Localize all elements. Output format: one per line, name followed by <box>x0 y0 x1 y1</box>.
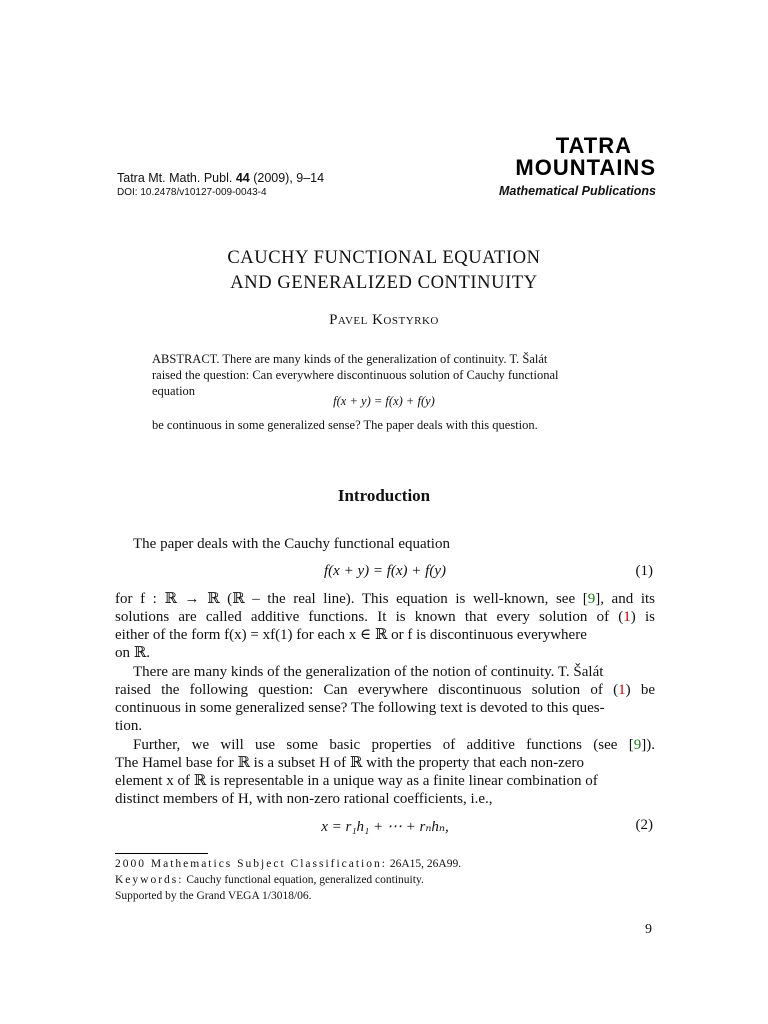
journal-citation <box>117 170 324 187</box>
logo-line-mountains: MOUNTAINS <box>515 155 656 180</box>
author-name: Pavel Kostyrko <box>329 312 439 328</box>
journal-year-pages: (2009), 9–14 <box>253 171 325 185</box>
footnote-rule <box>115 853 208 854</box>
body-line: The paper deals with the Cauchy functional equation <box>133 536 450 552</box>
body-text: Further, we will use some basic properties of additive functions (see [ <box>133 737 634 753</box>
body-text: ], and its <box>595 591 655 607</box>
body-text: ) is <box>630 609 656 625</box>
footnote-value: Cauchy functional equation, generalized continuity. <box>183 874 424 886</box>
paper-title-line1: CAUCHY FUNCTIONAL EQUATION <box>227 248 541 268</box>
page-number: 9 <box>645 922 652 937</box>
body-line <box>115 608 655 626</box>
body-line: distinct members of H, with non-zero rational coefficients, i.e., <box>115 791 493 807</box>
equation-ref-link[interactable]: 1 <box>623 609 631 625</box>
logo-subtitle: Mathematical Publications <box>499 184 656 198</box>
doi-link[interactable]: DOI: 10.2478/v10127-009-0043-4 <box>117 187 267 198</box>
body-line <box>115 590 655 608</box>
body-line: either of the form f(x) = xf(1) for each x ∈ ℝ or f is discontinuous everywhere <box>115 627 587 643</box>
equation-1-expression: f(x + y) = f(x) + f(y) <box>324 563 446 579</box>
citation-link[interactable]: 9 <box>587 591 596 607</box>
equation-1-number: (1) <box>635 563 653 579</box>
body-line: There are many kinds of the generalization of the notion of continuity. T. Šalát <box>133 664 604 680</box>
body-text: for f : ℝ → ℝ (ℝ – the real line). This equation is well-known, see [ <box>115 591 588 607</box>
paper-title-line2: AND GENERALIZED CONTINUITY <box>230 273 538 293</box>
journal-logo <box>480 135 656 198</box>
footnote-keywords <box>115 873 424 888</box>
logo-line-tatra: TATRA <box>555 133 632 158</box>
footnote-msc <box>115 857 461 872</box>
body-line: tion. <box>115 718 143 734</box>
abstract-line: ABSTRACT. There are many kinds of the generalization of continuity. T. Šalát <box>152 352 548 366</box>
body-text: ]). <box>641 737 655 753</box>
footnote-label: 2000 Mathematics Subject Classification: <box>115 858 387 870</box>
equation-2-number: (2) <box>635 817 653 833</box>
section-heading: Introduction <box>337 486 431 505</box>
equation-2-expression: x = r₁h₁ + ⋯ + rₙhₙ, <box>321 819 449 835</box>
footnote-value: 26A15, 26A99. <box>386 858 462 870</box>
body-line <box>133 736 655 754</box>
body-line: element x of ℝ is representable in a unique way as a finite linear combination of <box>115 773 598 789</box>
body-line: on ℝ. <box>115 645 150 661</box>
body-text: solutions are called additive functions. It is known that every solution of ( <box>115 609 624 625</box>
body-line: The Hamel base for ℝ is a subset H of ℝ with the property that each non-zero <box>115 755 584 771</box>
abstract-equation: f(x + y) = f(x) + f(y) <box>333 394 435 408</box>
abstract-line: be continuous in some generalized sense? The paper deals with this question. <box>152 418 538 432</box>
equation-ref-link[interactable]: 1 <box>618 682 626 698</box>
body-line: continuous in some generalized sense? The following text is devoted to this ques- <box>115 700 605 716</box>
body-text: ) be <box>625 682 656 698</box>
abstract-line: equation <box>152 384 196 398</box>
body-line <box>115 681 655 699</box>
body-text: raised the following question: Can everywhere discontinuous solution of ( <box>115 682 619 698</box>
footnote-label: Keywords: <box>115 874 184 886</box>
journal-name: Tatra Mt. Math. Publ. <box>117 171 233 185</box>
abstract-line: raised the question: Can everywhere discontinuous solution of Cauchy functional <box>152 368 559 382</box>
journal-volume: 44 <box>235 171 250 185</box>
footnote-support: Supported by the Grand VEGA 1/3018/06. <box>115 890 312 902</box>
citation-link[interactable]: 9 <box>633 737 642 753</box>
